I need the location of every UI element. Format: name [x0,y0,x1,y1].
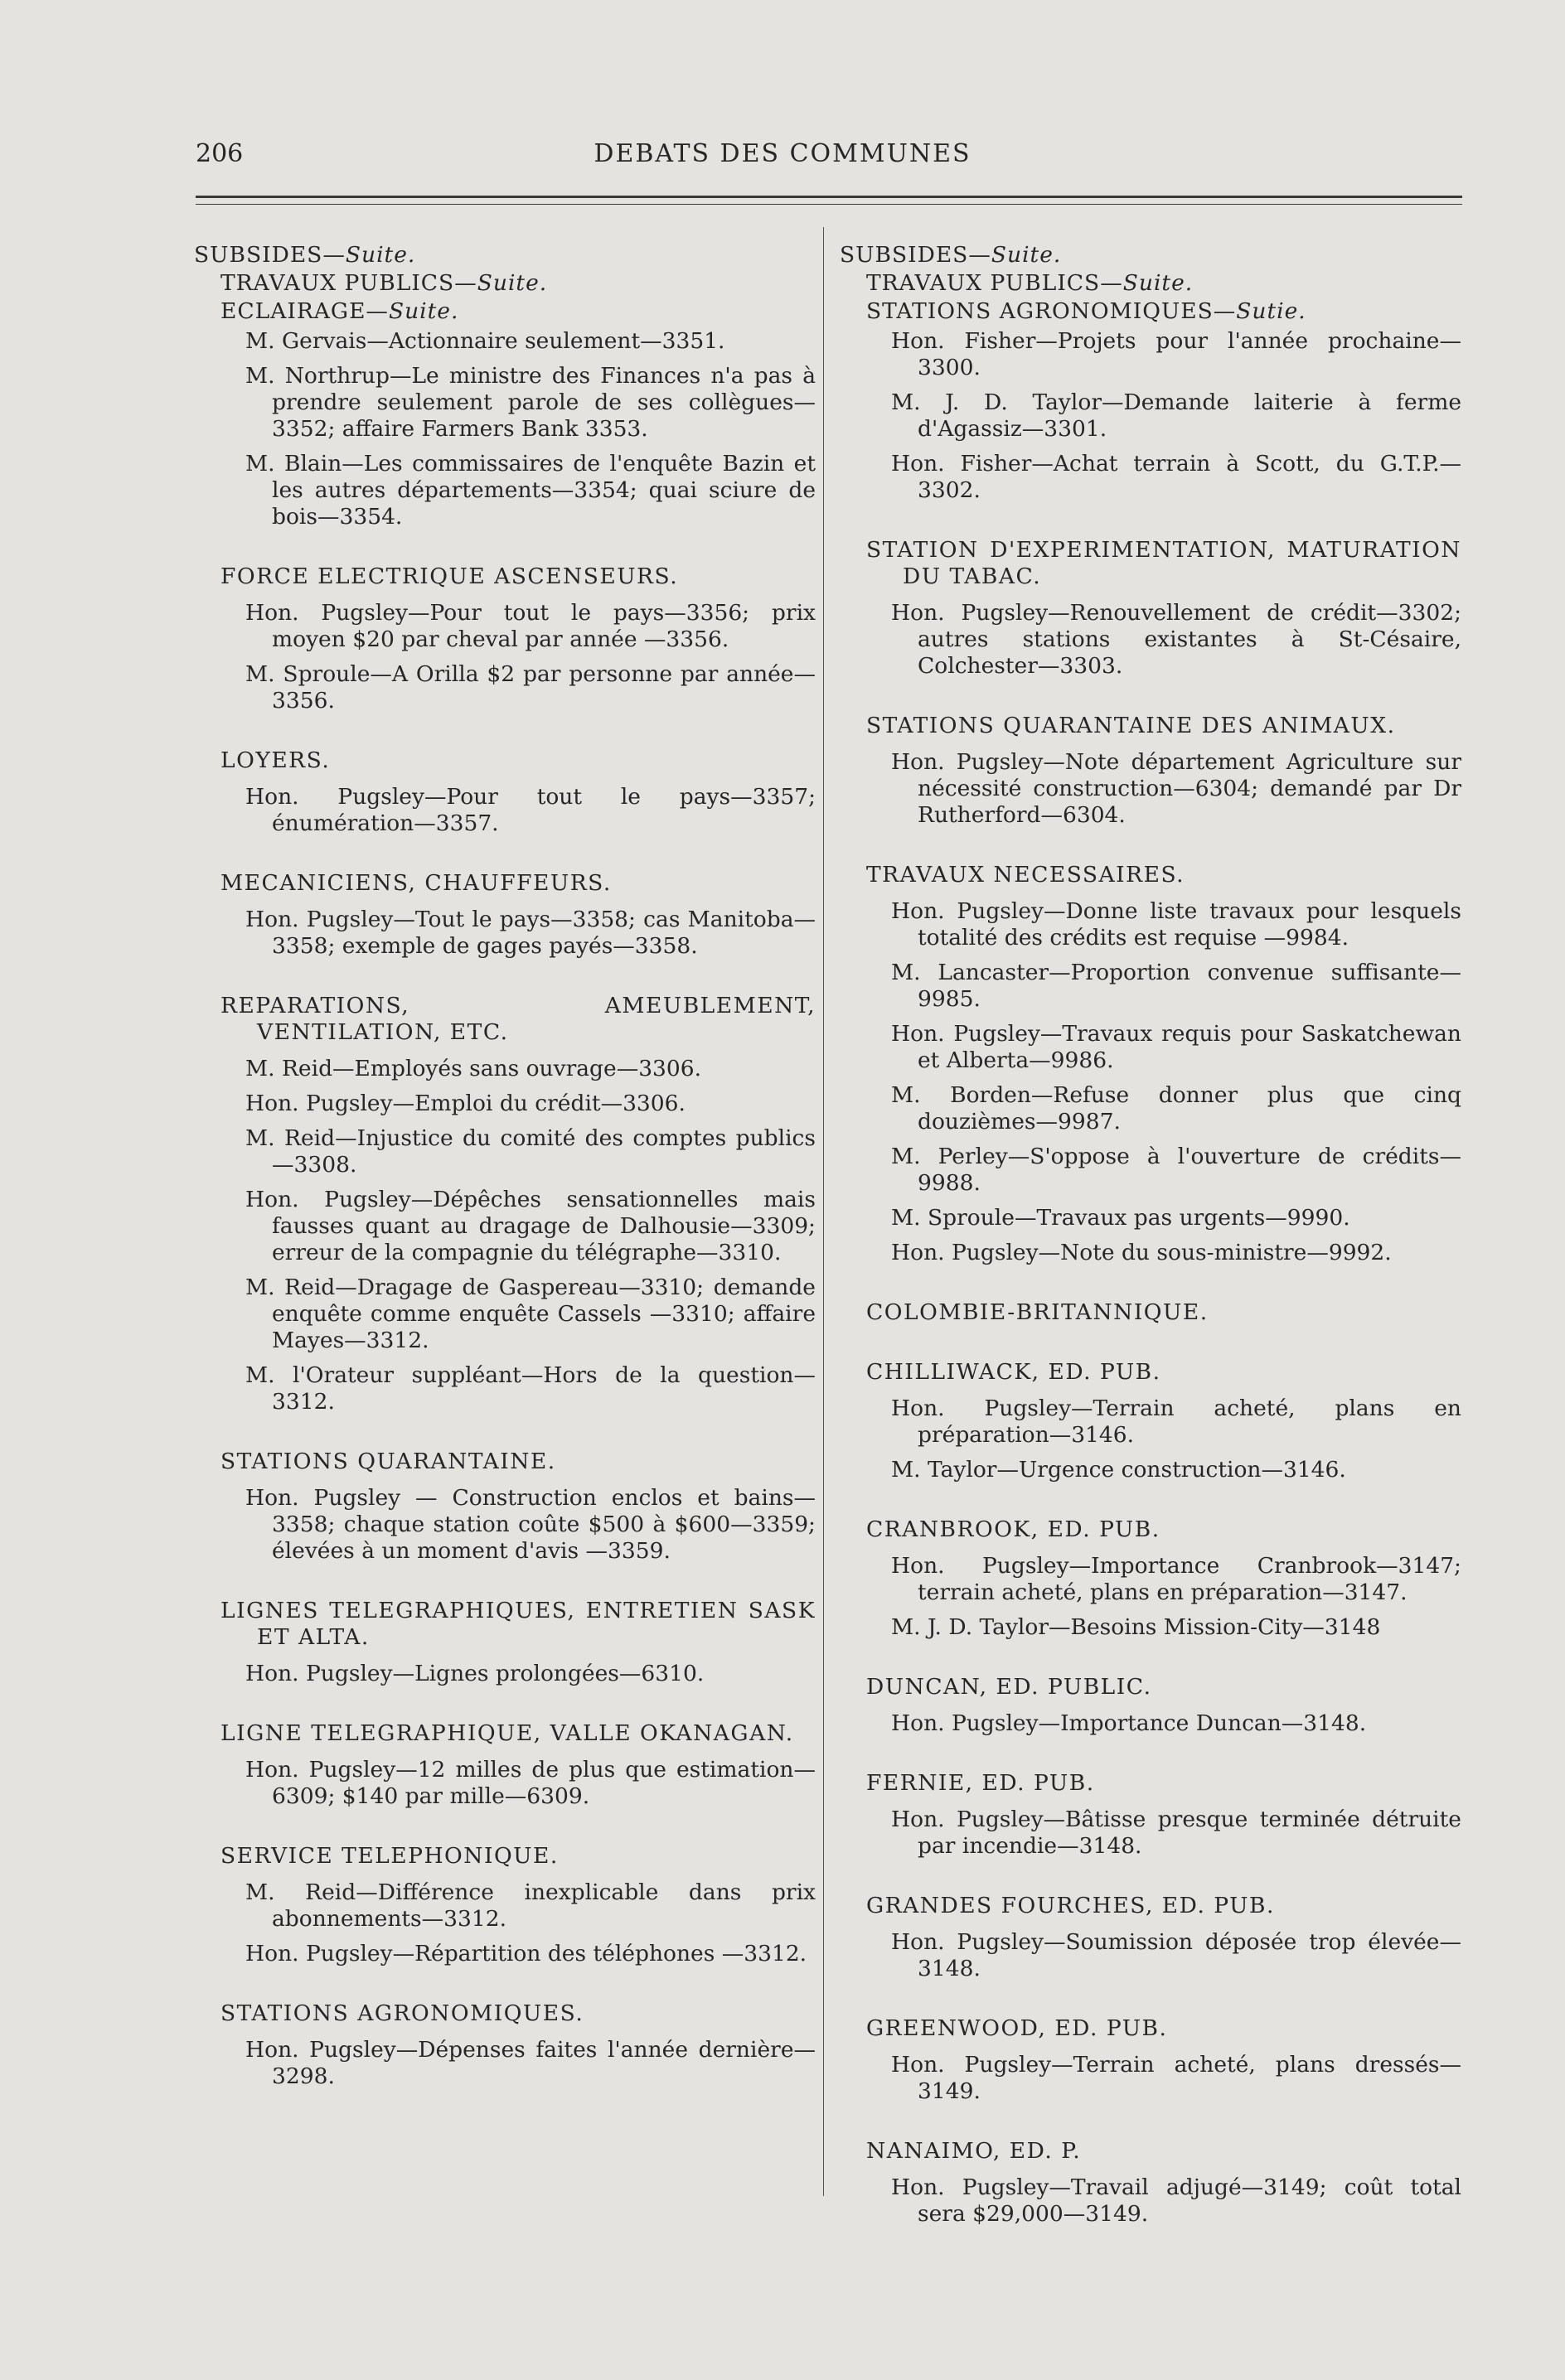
line-text: M. Borden—Refuse donner plus que cinq douzièmes—9987. [891,1082,1461,1134]
index-entry [891,1710,1461,1737]
index-entry [891,2052,1461,2105]
section-heading [220,1720,816,1747]
line-text: LIGNES TELEGRAPHIQUES, ENTRETIEN SASK ET ALTA. [220,1598,816,1650]
index-entry [891,1082,1461,1135]
line-text: Hon. Pugsley—Travaux requis pour Saskatchewan et Alberta—9986. [891,1021,1461,1073]
line-text: Hon. Pugsley—Tout le pays—3358; cas Manitoba—3358; exemple de gages payés—3358. [245,907,816,959]
header-rule [196,196,1462,198]
index-entry [245,363,816,443]
line-text: DUNCAN, ED. PUBLIC. [866,1674,1152,1700]
line-text: M. Perley—S'oppose à l'ouverture de crédits—9988. [891,1144,1461,1196]
line-text: M. J. D. Taylor—Demande laiterie à ferme d'Agassiz—3301. [891,389,1461,442]
line-text: Hon. Pugsley—Renouvellement de crédit—3302; autres stations existantes à St-Césaire, Colchester—3303. [891,600,1461,679]
line-text: Hon. Pugsley—Note du sous-ministre—9992. [891,1240,1392,1265]
sub-heading [220,270,816,297]
line-text: GREENWOOD, ED. PUB. [866,2015,1168,2041]
line-text: Hon. Pugsley—Donne liste travaux pour lesquels totalité des crédits est requise —9984. [891,898,1461,951]
line-text: M. Reid—Employés sans ouvrage—3306. [245,1056,702,1081]
line-text: Hon. Pugsley—Note département Agriculture sur nécessité construction—6304; demandé par Dr Rutherford—6304. [891,749,1461,828]
index-entry [245,1485,816,1565]
line-text: Hon. Pugsley—12 milles de plus que estimation—6309; $140 par mille—6309. [245,1757,816,1809]
line-text: SUBSIDES— [194,242,346,268]
section-heading [866,1359,1461,1386]
line-text: MECANICIENS, CHAUFFEURS. [220,870,612,896]
line-text: LIGNE TELEGRAPHIQUE, VALLE OKANAGAN. [220,1720,794,1746]
header-rule-thin [196,204,1462,205]
line-text: COLOMBIE-BRITANNIQUE. [866,1299,1209,1325]
sub-sub-heading [220,298,816,325]
line-text: M. Reid—Dragage de Gaspereau—3310; demande enquête comme enquête Cassels —3310; affaire Mayes—3312. [245,1275,816,1353]
section-heading [220,1843,816,1870]
section-heading [866,1893,1461,1919]
line-text: M. Blain—Les commissaires de l'enquête Bazin et les autres départements—3354; quai sciure de bois—3354. [245,451,816,530]
line-text: Hon. Pugsley—Pour tout le pays—3357; énumération—3357. [245,784,816,836]
index-entry [245,1091,816,1117]
section-heading [866,537,1461,590]
line-text: M. Sproule—Travaux pas urgents—9990. [891,1205,1350,1231]
index-entry [891,1021,1461,1074]
line-text: STATIONS AGRONOMIQUES. [220,2000,584,2026]
index-entry [245,1661,816,1687]
line-text: FERNIE, ED. PUB. [866,1770,1095,1796]
line-text: M. J. D. Taylor—Besoins Mission-City—3148 [891,1614,1381,1640]
line-text: Hon. Pugsley—Terrain acheté, plans dressés—3149. [891,2052,1461,2104]
section-heading [866,1770,1461,1797]
index-entry [891,960,1461,1013]
sub-heading [866,270,1461,297]
index-entry [891,2174,1461,2228]
index-entry [245,2037,816,2090]
line-text: SERVICE TELEPHONIQUE. [220,1843,559,1869]
index-entry [891,1205,1461,1231]
line-text: Hon. Pugsley—Dépêches sensationnelles mais fausses quant au dragage de Dalhousie—3309; erreur de la compagnie du télégraphe—3310. [245,1187,816,1265]
line-text: LOYERS. [220,747,331,773]
line-text: Hon. Pugsley—Terrain acheté, plans en préparation—3146. [891,1396,1461,1448]
line-text: Hon. Pugsley—Soumission déposée trop élevée—3148. [891,1929,1461,1981]
line-text: Hon. Pugsley—Répartition des téléphones —3312. [245,1941,807,1966]
line-text: M. Reid—Différence inexplicable dans prix abonnements—3312. [245,1879,816,1932]
section-heading [220,870,816,897]
left-column [194,242,816,2098]
line-text: Hon. Pugsley—Importance Duncan—3148. [891,1710,1367,1736]
section-heading [866,2138,1461,2165]
line-text: SUBSIDES— [840,242,991,268]
index-entry [245,1056,816,1082]
running-title: DEBATS DES COMMUNES [594,139,971,168]
section-heading [866,713,1461,739]
line-text: STATIONS QUARANTAINE. [220,1449,556,1474]
line-text: M. Northrup—Le ministre des Finances n'a pas à prendre seulement parole de ses collègues—3352; affaire Farmers Bank 3353. [245,363,816,442]
section-heading [220,1598,816,1651]
sub-sub-heading [866,298,1461,325]
section-heading [866,2015,1461,2042]
section-heading [866,1674,1461,1700]
line-text: NANAIMO, ED. P. [866,2138,1082,2164]
line-italic: Suite. [345,242,416,268]
index-entry [891,1807,1461,1860]
line-text: STATION D'EXPERIMENTATION, MATURATION DU TABAC. [866,537,1461,589]
line-text: CHILLIWACK, ED. PUB. [866,1359,1161,1385]
index-entry [245,328,816,355]
index-entry [891,1396,1461,1449]
section-heading [220,747,816,774]
section-heading [866,1299,1461,1326]
line-text: M. l'Orateur suppléant—Hors de la question—3312. [245,1362,816,1415]
column-divider [823,227,824,2196]
index-entry [245,451,816,530]
line-text: TRAVAUX PUBLICS— [866,270,1123,296]
line-text: Hon. Pugsley—Dépenses faites l'année dernière—3298. [245,2037,816,2089]
index-entry [245,1125,816,1178]
index-entry [891,1240,1461,1266]
line-text: STATIONS AGRONOMIQUES— [866,298,1237,324]
index-entry [891,749,1461,829]
line-text: Hon. Pugsley—Emploi du crédit—3306. [245,1091,686,1116]
line-italic: Suite. [477,270,548,296]
index-entry [891,1929,1461,1982]
index-entry [891,1457,1461,1483]
index-entry [891,1614,1461,1641]
right-column [840,242,1461,2236]
section-heading [220,2000,816,2027]
section-heading [866,1517,1461,1543]
line-text: FORCE ELECTRIQUE ASCENSEURS. [220,564,679,589]
line-text: Hon. Pugsley—Lignes prolongées—6310. [245,1661,705,1686]
line-text: M. Taylor—Urgence construction—3146. [891,1457,1346,1483]
line-text: Hon. Pugsley—Bâtisse presque terminée détruite par incendie—3148. [891,1807,1461,1859]
section-heading [866,862,1461,888]
line-text: M. Reid—Injustice du comité des comptes publics—3308. [245,1125,816,1178]
line-text: Hon. Pugsley — Construction enclos et bains—3358; chaque station coûte $500 à $600—3359; élevées à un moment d'avis —3359. [245,1485,816,1564]
section-heading [220,993,816,1046]
index-entry [245,907,816,960]
index-entry [245,1879,816,1933]
line-text: REPARATIONS, AMEUBLEMENT, VENTILATION, ETC. [220,993,816,1045]
line-italic: Suite. [1122,270,1194,296]
index-entry [245,1757,816,1810]
line-text: TRAVAUX NECESSAIRES. [866,862,1185,888]
line-text: Hon. Fisher—Achat terrain à Scott, du G.T.P.—3302. [891,451,1461,503]
line-italic: Suite. [991,242,1062,268]
line-text: ECLAIRAGE— [220,298,389,324]
index-entry [245,1275,816,1354]
line-text: M. Lancaster—Proportion convenue suffisante—9985. [891,960,1461,1012]
page-number: 206 [196,139,244,168]
index-entry [245,600,816,653]
line-text: GRANDES FOURCHES, ED. PUB. [866,1893,1275,1918]
line-text: Hon. Pugsley—Importance Cranbrook—3147; terrain acheté, plans en préparation—3147. [891,1553,1461,1605]
section-heading [220,564,816,590]
line-text: Hon. Pugsley—Pour tout le pays—3356; prix moyen $20 par cheval par année —3356. [245,600,816,652]
line-text: M. Gervais—Actionnaire seulement—3351. [245,328,725,354]
index-entry [891,389,1461,443]
index-entry [891,328,1461,381]
index-entry [891,451,1461,504]
line-italic: Suite. [388,298,459,324]
index-entry [891,600,1461,680]
line-text: TRAVAUX PUBLICS— [220,270,477,296]
index-entry [891,1144,1461,1197]
line-italic: Sutie. [1236,298,1306,324]
main-heading [194,242,816,268]
line-text: Hon. Fisher—Projets pour l'année prochaine—3300. [891,328,1461,380]
index-entry [891,1553,1461,1606]
index-entry [245,1941,816,1967]
line-text: Hon. Pugsley—Travail adjugé—3149; coût total sera $29,000—3149. [891,2174,1461,2227]
section-heading [220,1449,816,1475]
line-text: STATIONS QUARANTAINE DES ANIMAUX. [866,713,1396,738]
line-text: M. Sproule—A Orilla $2 par personne par année—3356. [245,661,816,714]
index-entry [245,1187,816,1266]
index-entry [245,661,816,714]
index-entry [891,898,1461,951]
index-entry [245,784,816,837]
index-entry [245,1362,816,1415]
line-text: CRANBROOK, ED. PUB. [866,1517,1160,1542]
main-heading [840,242,1461,268]
